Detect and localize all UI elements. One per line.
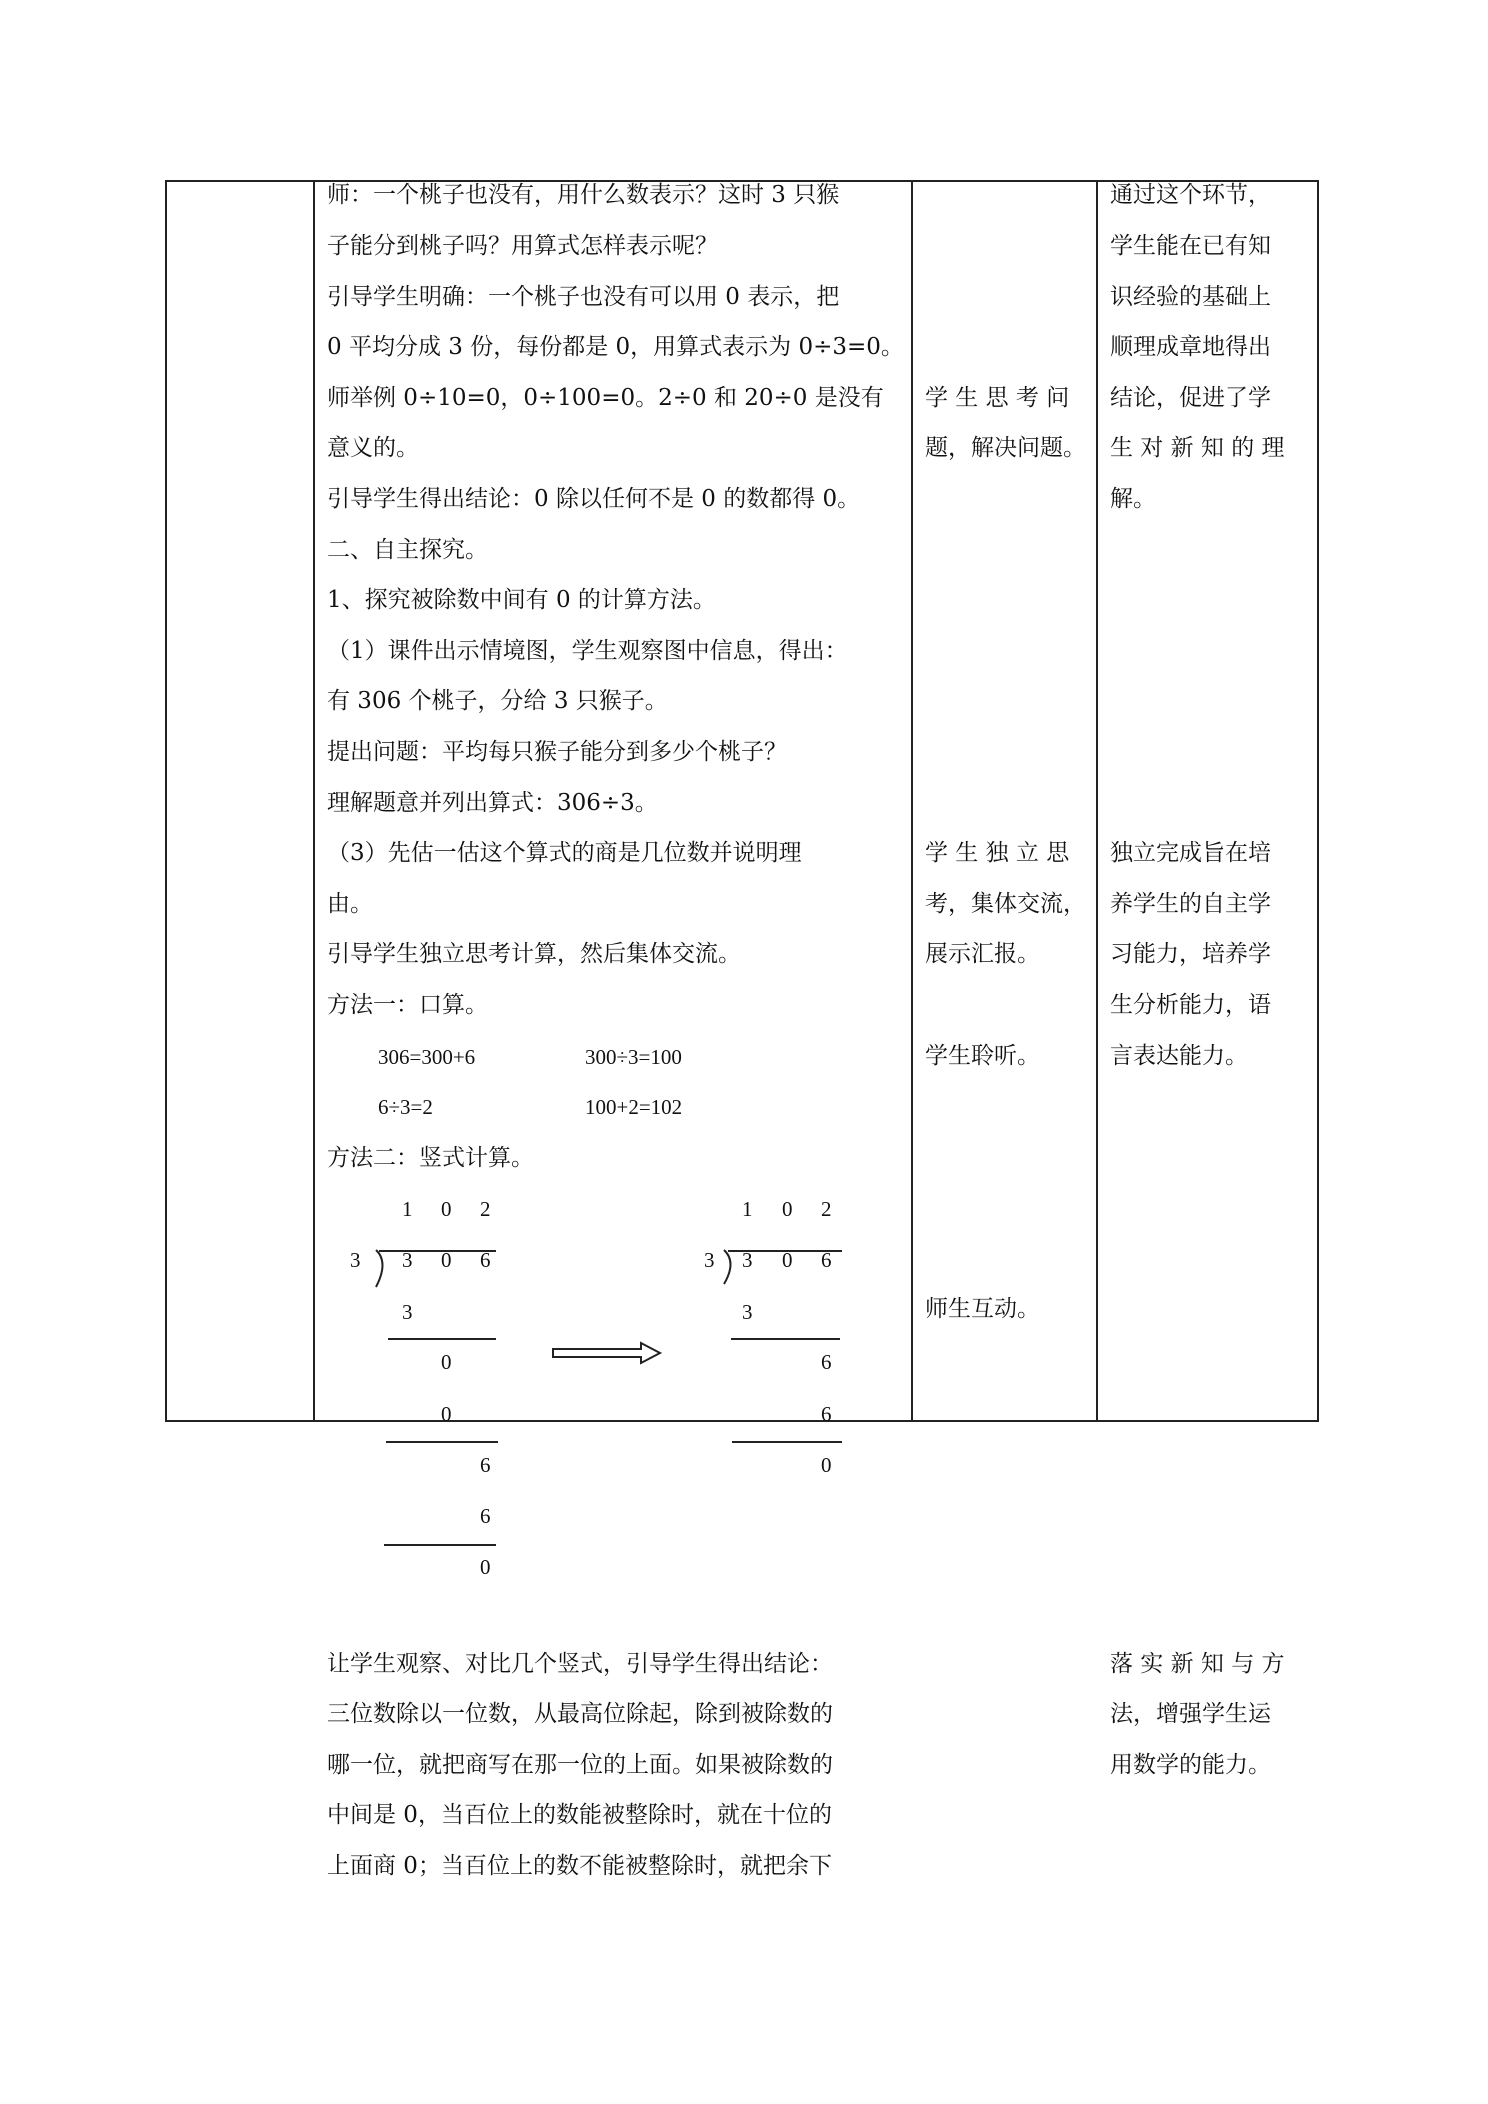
step-value: 0 [441, 1350, 452, 1374]
divisor: 3 [350, 1248, 361, 1272]
step-value: 6 [480, 1504, 491, 1528]
subtraction-line [731, 1338, 840, 1340]
step-value: 0 [441, 1402, 452, 1426]
oral-calc-step: 306=300+6 [378, 1045, 476, 1069]
dividend-digit: 0 [441, 1248, 452, 1272]
dividend-digit: 6 [821, 1248, 832, 1272]
step-value: 3 [742, 1300, 753, 1324]
student-activity-line: 题，解决问题。 [925, 435, 1086, 461]
text-line: 三位数除以一位数，从最高位除起，除到被除数的 [327, 1701, 833, 1727]
subtraction-line [732, 1441, 842, 1443]
method-one-label: 方法一：口算。 [327, 992, 488, 1018]
division-bar [728, 1250, 842, 1252]
oral-calc-step: 6÷3=2 [378, 1095, 433, 1119]
text-line: （3）先估一估这个算式的商是几位数并说明理 [327, 840, 802, 866]
design-intent-line: 结论，促进了学 [1110, 385, 1271, 411]
text-line: 由。 [327, 891, 373, 917]
text-line: （1）课件出示情境图，学生观察图中信息，得出： [327, 638, 848, 664]
dividend-digit: 6 [480, 1248, 491, 1272]
text-line: 子能分到桃子吗？用算式怎样表示呢？ [327, 233, 718, 259]
text-line: 上面商 0；当百位上的数不能被整除时，就把余下 [327, 1853, 832, 1879]
text-line: 中间是 0，当百位上的数能被整除时，就在十位的 [327, 1802, 832, 1828]
dividend-digit: 3 [742, 1248, 753, 1272]
design-intent-line: 顺理成章地得出 [1110, 334, 1271, 360]
text-line: 提出问题：平均每只猴子能分到多少个桃子？ [327, 739, 787, 765]
design-intent-line: 习能力，培养学 [1110, 941, 1271, 967]
dividend-digit: 0 [782, 1248, 793, 1272]
step-value: 6 [821, 1350, 832, 1374]
quotient-digit: 2 [821, 1197, 832, 1221]
design-intent-line: 言表达能力。 [1110, 1043, 1248, 1069]
oral-calc-step: 100+2=102 [585, 1095, 683, 1119]
method-two-label: 方法二：竖式计算。 [327, 1145, 534, 1171]
text-line: 理解题意并列出算式：306÷3。 [327, 790, 658, 816]
text-line: 有 306 个桃子，分给 3 只猴子。 [327, 688, 668, 714]
quotient-digit: 0 [782, 1197, 793, 1221]
student-activity-line: 师生互动。 [925, 1296, 1040, 1322]
design-intent-line: 通过这个环节， [1110, 182, 1271, 208]
section-heading: 二、自主探究。 [327, 537, 488, 563]
step-value: 6 [821, 1402, 832, 1426]
text-line: 引导学生独立思考计算，然后集体交流。 [327, 941, 741, 967]
text-line: 让学生观察、对比几个竖式，引导学生得出结论： [327, 1651, 833, 1677]
design-intent-line: 独立完成旨在培 [1110, 840, 1271, 866]
design-intent-line: 法，增强学生运 [1110, 1701, 1271, 1727]
text-line: 0 平均分成 3 份，每份都是 0，用算式表示为 0÷3=0。 [327, 334, 904, 360]
step-value: 6 [480, 1453, 491, 1477]
text-line: 意义的。 [327, 435, 419, 461]
design-intent-line: 生 对 新 知 的 理 [1110, 435, 1285, 461]
text-line: 引导学生明确：一个桃子也没有可以用 0 表示，把 [327, 284, 840, 310]
student-activity-line: 学生聆听。 [925, 1043, 1040, 1069]
design-intent-line: 落 实 新 知 与 方 [1110, 1651, 1285, 1677]
dividend-digit: 3 [402, 1248, 413, 1272]
subsection-heading: 1、探究被除数中间有 0 的计算方法。 [327, 587, 716, 613]
design-intent-line: 解。 [1110, 486, 1156, 512]
student-activity-line: 学 生 独 立 思 [925, 840, 1070, 866]
quotient-digit: 2 [480, 1197, 491, 1221]
step-value: 3 [402, 1300, 413, 1324]
text-line: 哪一位，就把商写在那一位的上面。如果被除数的 [327, 1752, 833, 1778]
design-intent-line: 生分析能力，语 [1110, 992, 1271, 1018]
divisor: 3 [704, 1248, 715, 1272]
design-intent-line: 养学生的自主学 [1110, 891, 1271, 917]
quotient-digit: 1 [402, 1197, 413, 1221]
text-line: 引导学生得出结论：0 除以任何不是 0 的数都得 0。 [327, 486, 861, 512]
step-value: 0 [821, 1453, 832, 1477]
text-line: 师举例 0÷10=0，0÷100=0。2÷0 和 20÷0 是没有 [327, 385, 884, 411]
design-intent-line: 用数学的能力。 [1110, 1752, 1271, 1778]
student-activity-line: 展示汇报。 [925, 941, 1040, 967]
quotient-digit: 1 [742, 1197, 753, 1221]
design-intent-line: 识经验的基础上 [1110, 284, 1271, 310]
step-value: 0 [480, 1555, 491, 1579]
student-activity-line: 考，集体交流， [925, 891, 1086, 917]
oral-calc-step: 300÷3=100 [585, 1045, 682, 1069]
text-line: 师：一个桃子也没有，用什么数表示？这时 3 只猴 [327, 182, 840, 208]
quotient-digit: 0 [441, 1197, 452, 1221]
design-intent-line: 学生能在已有知 [1110, 233, 1271, 259]
student-activity-line: 学 生 思 考 问 [925, 385, 1070, 411]
